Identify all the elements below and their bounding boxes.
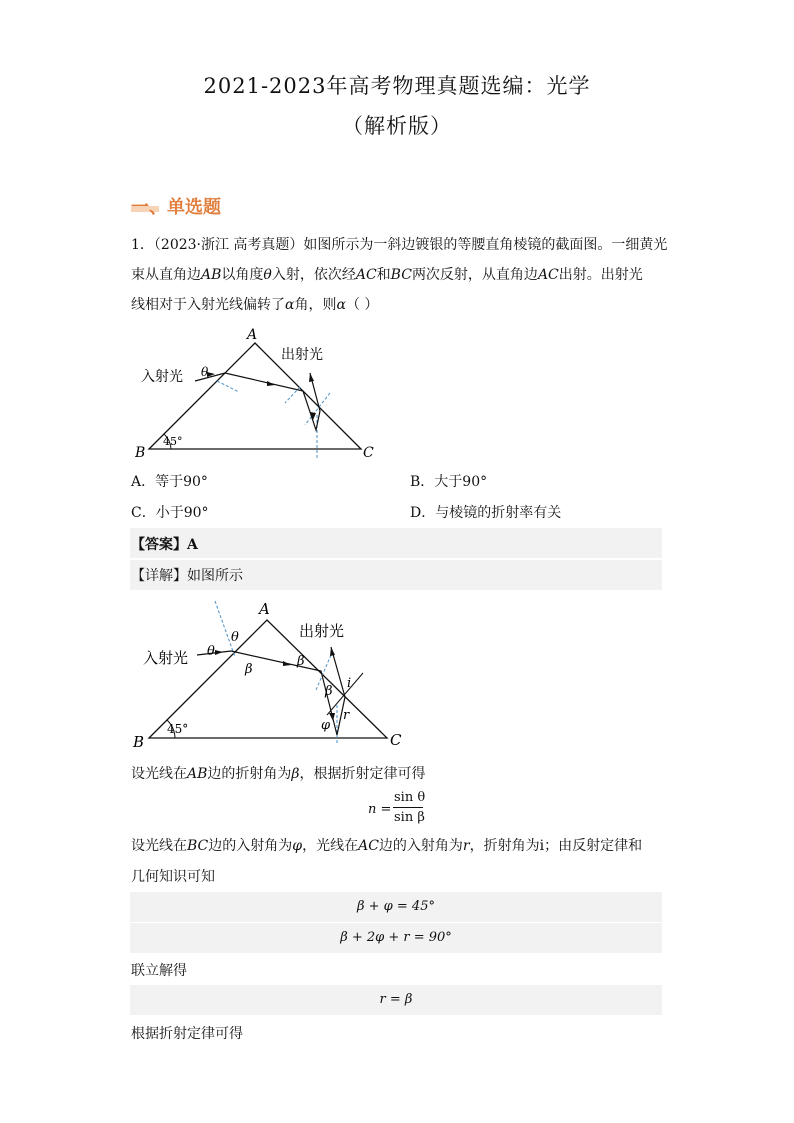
label-theta: θ — [207, 644, 215, 659]
label-emergent: 出射光 — [299, 622, 345, 640]
label-emergent: 出射光 — [281, 347, 323, 363]
figure-2-container — [131, 595, 407, 750]
option-a[interactable]: A．等于90° — [131, 474, 208, 490]
label-incident: 入射光 — [141, 369, 183, 385]
label-phi: φ — [321, 718, 331, 733]
equation-4: r = β — [379, 992, 413, 1007]
label-beta: β — [245, 662, 253, 677]
label-45: 45° — [163, 435, 183, 448]
q-text: （ ） — [345, 297, 379, 313]
answer-label: 【答案】A — [131, 537, 198, 553]
equation-2: β + φ = 45° — [357, 899, 435, 914]
s-symbol-beta: β — [291, 766, 300, 782]
q-text: 束从直角边 — [131, 267, 201, 283]
eq-numerator: sin θ — [394, 790, 426, 805]
q-text: 入射，依次经 — [271, 267, 356, 283]
normal-line — [215, 601, 235, 657]
s-symbol-ac: AC — [358, 838, 379, 854]
label-b: B — [135, 445, 146, 461]
label-b: B — [133, 733, 145, 750]
s-symbol-r: r — [462, 838, 470, 854]
eq-denominator: sin β — [394, 810, 425, 825]
label-i: i — [347, 676, 352, 691]
q-symbol-alpha: α — [336, 297, 346, 313]
q-symbol-ab: AB — [201, 267, 222, 283]
q-text: 出射。出射光 — [558, 267, 643, 283]
question-line-1: 1．（2023·浙江 高考真题）如图所示为一斜边镀银的等腰直角棱镜的截面图。一细黄光 — [131, 237, 668, 253]
q-text: 角，则 — [294, 297, 337, 313]
q-text: 以角度 — [221, 267, 264, 283]
q-text: 两次反射，从直角边 — [411, 267, 538, 283]
question-line-3 — [131, 296, 378, 314]
option-c[interactable]: C．小于90° — [131, 505, 209, 521]
s-text: 边的折射角为 — [207, 766, 292, 782]
q-symbol-ac: AC — [355, 267, 377, 283]
q-symbol-alpha: α — [285, 297, 295, 313]
label-theta: θ — [231, 630, 239, 645]
doc-title: 2021-2023年高考物理真题选编：光学 — [203, 74, 591, 98]
q-text: 和 — [376, 267, 391, 283]
equation-3: β + 2φ + r = 90° — [340, 930, 452, 945]
solution-line-1 — [131, 765, 426, 783]
label-beta: β — [297, 654, 305, 669]
arrow-icon — [267, 381, 275, 386]
light-path — [195, 373, 320, 430]
s-symbol-bc: BC — [187, 838, 209, 854]
arrow-icon — [330, 647, 335, 656]
solution-line-4: 联立解得 — [131, 963, 187, 979]
eq-lhs: n = — [368, 802, 392, 817]
doc-subtitle: （解析版） — [342, 114, 452, 138]
q-symbol-theta: θ — [263, 267, 272, 283]
s-text: 边的入射角为 — [378, 838, 463, 854]
s-symbol-phi: φ — [292, 838, 303, 854]
prism-outline — [149, 620, 387, 738]
q-symbol-ac: AC — [537, 267, 559, 283]
section-heading: 一、单选题 — [131, 197, 221, 218]
detail-label: 【详解】如图所示 — [131, 568, 243, 584]
s-symbol-ab: AB — [187, 766, 208, 782]
prism-figure-2 — [131, 595, 407, 750]
q-text: 线相对于入射光线偏转了 — [131, 297, 285, 313]
q-symbol-bc: BC — [390, 267, 412, 283]
normal-line — [217, 381, 239, 392]
solution-line-5: 根据折射定律可得 — [131, 1026, 243, 1042]
question-line-2 — [131, 266, 643, 284]
option-b[interactable]: B．大于90° — [410, 474, 488, 490]
label-a: A — [247, 327, 258, 343]
label-r: r — [343, 708, 350, 723]
s-text: ，光线在 — [302, 838, 359, 854]
s-text: 设光线在 — [131, 766, 187, 782]
s-text: 边的入射角为 — [208, 838, 293, 854]
solution-line-2 — [131, 837, 642, 855]
label-beta: β — [325, 684, 333, 699]
fraction-bar — [393, 807, 423, 808]
equation-snell — [368, 790, 428, 830]
option-d[interactable]: D．与棱镜的折射率有关 — [410, 505, 562, 521]
solution-line-3: 几何知识可知 — [131, 869, 215, 885]
label-incident: 入射光 — [143, 649, 189, 667]
s-text: 设光线在 — [131, 838, 187, 854]
label-c: C — [363, 445, 374, 461]
s-text: ，根据折射定律可得 — [299, 766, 426, 782]
s-text: ，折射角为i；由反射定律和 — [469, 838, 643, 854]
answer-band — [130, 528, 662, 558]
prism-outline — [149, 343, 361, 449]
prism-figure-1 — [135, 325, 395, 465]
label-45: 45° — [167, 722, 189, 736]
label-c: C — [390, 731, 402, 749]
label-a: A — [259, 600, 270, 618]
label-theta: θ — [201, 365, 209, 379]
